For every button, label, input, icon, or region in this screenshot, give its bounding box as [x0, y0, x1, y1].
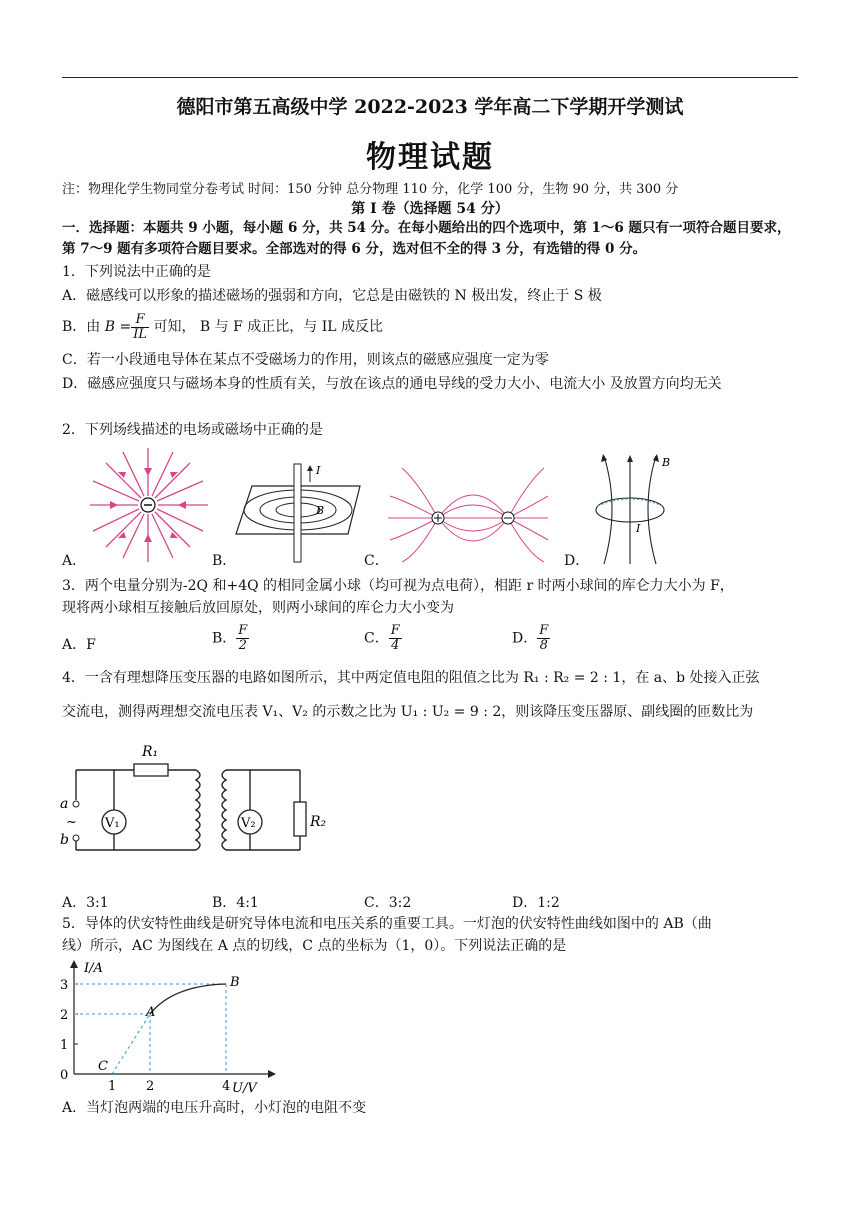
q3-d-den: 8: [539, 638, 548, 653]
point-label-a: A: [146, 1005, 156, 1020]
q1-option-b: [62, 312, 802, 342]
q2-option-d: D．: [564, 553, 590, 569]
x-tick-label: 4: [222, 1079, 231, 1094]
q3-option-a: A．F: [62, 637, 96, 653]
section-instructions: 一．选择题：本题共 9 小题，每小题 6 分，共 54 分。在每小题给出的四个选项中，第 1～6 题只有一项符合题目要求，第 7～9 题有多项符合题目要求。全部选对的得 6 分，选对但不全的得 3 分，有选错的得 0 分。: [62, 220, 791, 257]
q4-option-d: D．1:2: [512, 895, 560, 911]
label-b: b: [60, 832, 69, 848]
q4-option-c: C．3:2: [364, 895, 412, 911]
q3-option-c-label: C．: [364, 630, 389, 647]
y-tick-label: 3: [60, 978, 69, 993]
q2-b-label-i: I: [316, 464, 321, 477]
q2-option-b: B．: [212, 553, 237, 569]
q1-formula-den: IL: [133, 326, 147, 342]
q3-option-b-label: B．: [212, 630, 237, 647]
label-a: a: [60, 796, 69, 812]
q2-d-label-b: B: [662, 456, 670, 469]
exam-note: 注：物理化学生物同堂分卷考试 时间：150 分钟 总分物理 110 分，化学 100 分，生物 90 分，共 300 分: [62, 182, 679, 197]
q3-stem-line2: 现将两小球相互接触后放回原处，则两小球间的库仑力大小变为: [62, 600, 454, 616]
q1-option-d: D．磁感应强度只与磁场本身的性质有关，与放在该点的通电导线的受力大小、电流大小 及放置方向均无关: [62, 376, 722, 392]
x-tick-label: 1: [108, 1079, 117, 1094]
q5-iv-chart: [58, 958, 278, 1094]
exam-title: 德阳市第五高级中学 2022-2023 学年高二下学期开学测试: [176, 96, 684, 118]
resistor-r2: [294, 802, 306, 836]
q4-circuit-diagram: [56, 738, 346, 868]
y-tick-label: 2: [60, 1008, 69, 1023]
q3-b-den: 2: [238, 638, 247, 653]
q3-stem-line1: 3．两个电量分别为-2Q 和+4Q 的相同金属小球（均可视为点电荷），相距 r 时两小球间的库仑力大小为 F，: [62, 578, 734, 594]
q3-d-num: F: [539, 623, 549, 638]
q2-option-c: C．: [364, 553, 389, 569]
x-tick-label: 2: [146, 1079, 155, 1094]
q2-figure-a: [88, 446, 218, 566]
q5-stem-line2: 线）所示，AC 为图线在 A 点的切线，C 点的坐标为（1，0）。下列说法正确的是: [62, 938, 567, 954]
q1-option-b-prefix: B．由: [62, 319, 101, 335]
label-ac: ~: [66, 815, 77, 830]
origin-label: 0: [60, 1068, 69, 1083]
q1-option-c: C．若一小段通电导体在某点不受磁场力的作用，则该点的磁感应强度一定为零: [62, 352, 549, 368]
q4-option-a: A．3:1: [62, 895, 109, 911]
section-title: 第 I 卷（选择题 54 分）: [351, 201, 509, 217]
iv-curve-ab: [150, 984, 226, 1014]
exam-subtitle: 物理试题: [366, 140, 494, 175]
terminal-a: [73, 801, 79, 807]
label-v2: V₂: [241, 816, 256, 831]
q4-stem-line1: 4．一含有理想降压变压器的电路如图所示，其中两定值电阻的阻值之比为 R₁ : R₂ = 2 : 1，在 a、b 处接入正弦: [62, 670, 760, 686]
q3-option-d-label: D．: [512, 630, 538, 647]
q1-formula-num: F: [131, 313, 149, 328]
q1-option-a: A．磁感线可以形象的描述磁场的强弱和方向，它总是由磁铁的 N 极出发，终止于 S 极: [62, 288, 602, 304]
q2-d-label-i: I: [636, 522, 641, 535]
q2-figure-c: [388, 462, 548, 562]
label-r2: R₂: [310, 814, 327, 830]
y-axis-label: I/A: [84, 961, 103, 976]
q2-b-label-b: B: [316, 504, 325, 517]
q1-stem: 1．下列说法中正确的是: [62, 264, 211, 280]
q3-option-b: [212, 624, 249, 653]
q3-c-den: 4: [391, 638, 400, 653]
y-tick-label: 1: [60, 1038, 69, 1053]
resistor-r1: [134, 764, 168, 776]
q3-c-num: F: [390, 623, 400, 638]
q5-stem-line1: 5．导体的伏安特性曲线是研究导体电流和电压关系的重要工具。一灯泡的伏安特性曲线如图中的 AB（曲: [62, 916, 712, 932]
q3-b-num: F: [238, 623, 248, 638]
label-v1: V₁: [105, 816, 120, 831]
q2-figure-d: [590, 452, 670, 568]
q3-option-d: [512, 624, 550, 653]
dipole-field-lines: [388, 468, 548, 562]
q3-option-c: [364, 624, 402, 653]
q2-stem: 2．下列场线描述的电场或磁场中正确的是: [62, 422, 323, 438]
tangent-ac: [112, 1014, 150, 1074]
q4-stem-line2: 交流电，测得两理想交流电压表 V₁、V₂ 的示数之比为 U₁ : U₂ = 9 : 2，则该降压变压器原、副线圈的匝数比为: [62, 704, 754, 720]
q1-option-b-suffix: 可知， B 与 F 成正比，与 IL 成反比: [153, 319, 383, 335]
q1-formula-lhs: B =: [104, 319, 132, 335]
q4-option-b: B．4:1: [212, 895, 259, 911]
q5-option-a: A．当灯泡两端的电压升高时，小灯泡的电阻不变: [62, 1100, 367, 1116]
q2-option-a: A．: [62, 553, 87, 569]
point-label-c: C: [98, 1059, 108, 1074]
q1-formula-fraction: [131, 313, 149, 342]
terminal-b: [73, 835, 79, 841]
top-rule: [62, 77, 798, 78]
q2-figure-b: [232, 460, 370, 565]
point-label-b: B: [230, 975, 240, 990]
label-r1: R₁: [142, 744, 159, 760]
x-axis-label: U/V: [232, 1081, 257, 1094]
